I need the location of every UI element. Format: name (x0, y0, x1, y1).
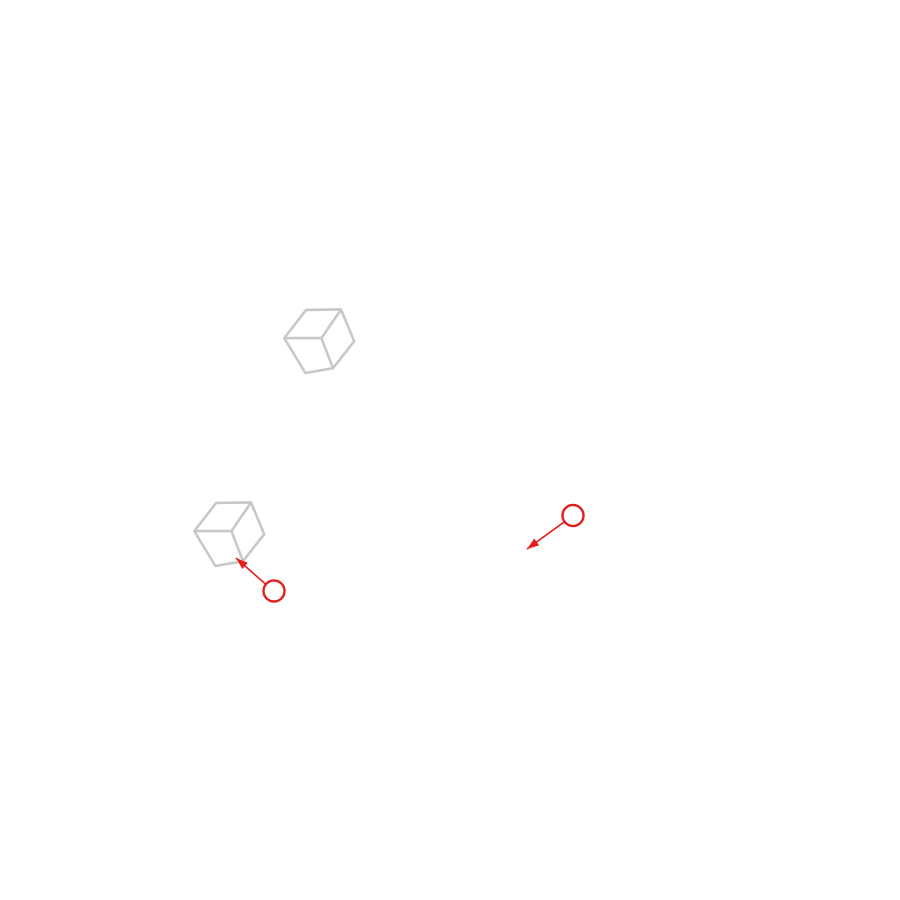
watermark-section (189, 494, 269, 571)
watermark-iso (279, 301, 359, 378)
face-label-b (233, 555, 284, 602)
metal-profil-logo-icon (189, 494, 269, 571)
metal-profil-logo-icon (279, 301, 359, 378)
face-label-a (525, 505, 584, 552)
